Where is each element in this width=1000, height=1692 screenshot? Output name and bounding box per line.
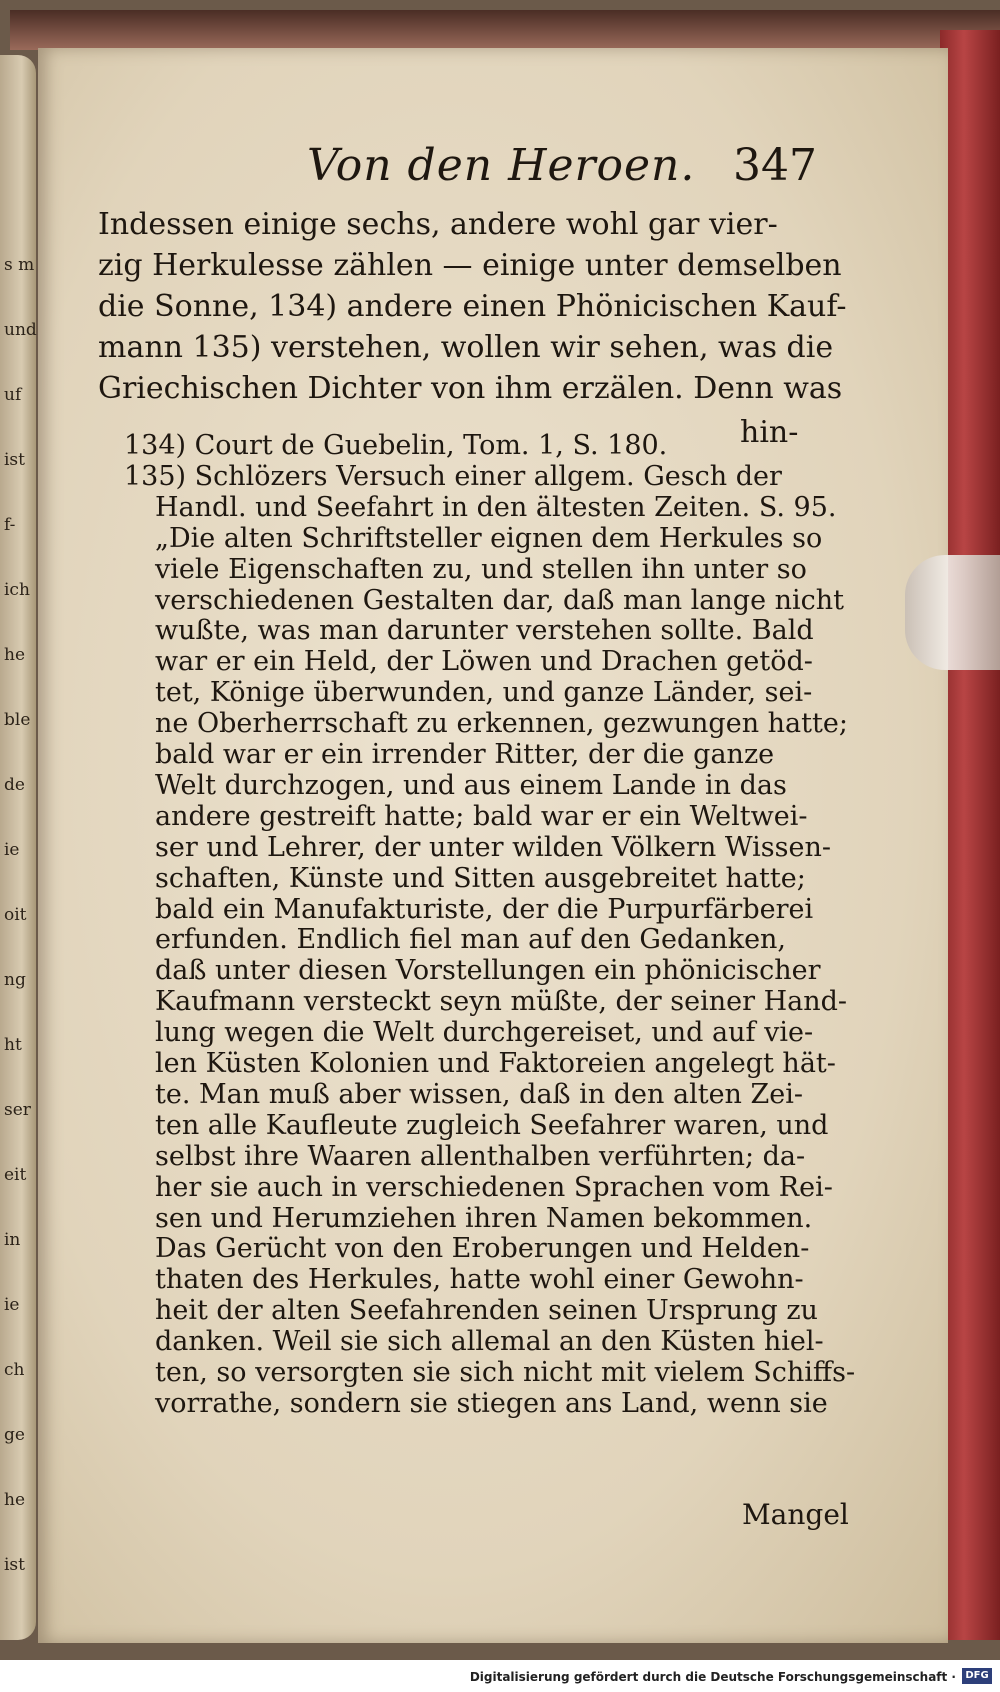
previous-page-fragment: ist [4, 1555, 25, 1575]
footnote-line: vorrathe, sondern sie stiegen ans Land, wenn sie [155, 1387, 828, 1419]
footnote-line: thaten des Herkules, hatte wohl einer Gewohn- [155, 1264, 804, 1296]
footnote-line: te. Man muß aber wissen, daß in den alten Zei- [155, 1078, 804, 1110]
footnote-reference: 134) Court de Guebelin, Tom. 1, S. 180. [124, 430, 668, 461]
footer-credit: Digitalisierung gefördert durch die Deutsche Forschungsgemeinschaft · [469, 1670, 956, 1684]
footnote-line: Das Gerücht von den Eroberungen und Helden- [155, 1233, 810, 1265]
previous-page-fragment: ng [4, 970, 26, 990]
footnote-line: war er ein Held, der Löwen und Drachen getöd- [155, 646, 813, 678]
footnote-line: viele Eigenschaften zu, und stellen ihn unter so [155, 553, 807, 585]
footnote-line: len Küsten Kolonien und Faktoreien angelegt hät- [155, 1048, 836, 1079]
footnote-reference: 135) Schlözers Versuch einer allgem. Gesch der [124, 460, 782, 492]
footnote-line: ne Oberherrschaft zu erkennen, gezwungen hatte; [155, 708, 848, 740]
footnote-line: ten, so versorgten sie sich nicht mit vielem Schiffs- [155, 1357, 856, 1388]
footnote-line: erfunden. Endlich fiel man auf den Gedanken, [155, 924, 787, 956]
footnote-line: Welt durchzogen, und aus einem Lande in das [155, 769, 787, 801]
footnote-line: danken. Weil sie sich allemal an den Küsten hiel- [155, 1326, 824, 1358]
previous-page-fragment: f- [4, 515, 16, 535]
footnote-line: Handl. und Seefahrt in den ältesten Zeiten. S. 95. [155, 491, 837, 523]
previous-page-fragment: ch [4, 1360, 25, 1380]
body-line: mann 135) verstehen, wollen wir sehen, was die [98, 330, 834, 365]
previous-page-fragment: in [4, 1230, 21, 1250]
footnote-line: wußte, was man darunter verstehen sollte. Bald [155, 615, 814, 647]
previous-page-fragment: ser [4, 1100, 31, 1120]
previous-page-fragment: oit [4, 905, 27, 925]
previous-page-fragment: ht [4, 1035, 22, 1055]
footnote-line: bald war er ein irrender Ritter, der die ganze [155, 739, 775, 770]
footnote-line: heit der alten Seefahrenden seinen Ursprung zu [155, 1295, 818, 1327]
footnote-line: „Die alten Schriftsteller eignen dem Herkules so [155, 522, 823, 554]
footnote-line: her sie auch in verschiedenen Sprachen vom Rei- [155, 1171, 833, 1203]
previous-page-fragment: ge [4, 1425, 25, 1445]
previous-page-fragment: und [4, 320, 37, 340]
footnote-line: selbst ihre Waaren allenthalben verführten; da- [155, 1140, 806, 1172]
footnote-line: verschiedenen Gestalten dar, daß man lange nicht [155, 584, 845, 616]
footnote-line: tet, Könige überwunden, und ganze Länder, sei- [155, 677, 813, 709]
previous-page-fragment: uf [4, 385, 22, 405]
previous-page-fragment: ble [4, 710, 31, 730]
previous-page-fragment: s m [4, 255, 35, 275]
body-line: Indessen einige sechs, andere wohl gar vier- [98, 207, 778, 242]
footnote-line: Kaufmann versteckt seyn müßte, der seiner Hand- [155, 986, 848, 1018]
body-line: die Sonne, 134) andere einen Phönicischen Kauf- [98, 289, 847, 324]
dfg-logo: DFG [962, 1668, 992, 1684]
footnote-line: ser und Lehrer, der unter wilden Völkern Wissen- [155, 831, 831, 863]
body-line: Griechischen Dichter von ihm erzälen. Denn was [98, 371, 843, 406]
previous-page-fragment: de [4, 775, 25, 795]
page-number: 347 [733, 140, 817, 191]
previous-page-fragment: he [4, 645, 26, 665]
previous-page-fragment: ist [4, 450, 25, 470]
previous-page-fragment: eit [4, 1165, 27, 1185]
catchword: hin- [740, 415, 799, 450]
footnote-line: bald ein Manufakturiste, der die Purpurfärberei [155, 893, 814, 925]
footnote-line: schaften, Künste und Sitten ausgebreitet hatte; [155, 862, 806, 894]
footnote-catchword: Mangel [742, 1498, 849, 1531]
footnote-line: ten alle Kaufleute zugleich Seefahrer waren, und [155, 1109, 829, 1141]
body-line: zig Herkulesse zählen — einige unter demselben [98, 248, 842, 283]
footnote-line: sen und Herumziehen ihren Namen bekommen. [155, 1202, 813, 1234]
previous-page-fragment: he [4, 1490, 26, 1510]
footnote-line: daß unter diesen Vorstellungen ein phönicischer [155, 955, 821, 987]
previous-page-fragment: ich [4, 580, 30, 600]
previous-page-fragment: ie [4, 1295, 20, 1315]
running-head: Von den Heroen. [307, 140, 696, 191]
previous-page-fragment: ie [4, 840, 20, 860]
footnote-line: lung wegen die Welt durchgereiset, und auf vie- [155, 1017, 814, 1049]
footnote-line: andere gestreift hatte; bald war er ein Weltwei- [155, 800, 808, 832]
